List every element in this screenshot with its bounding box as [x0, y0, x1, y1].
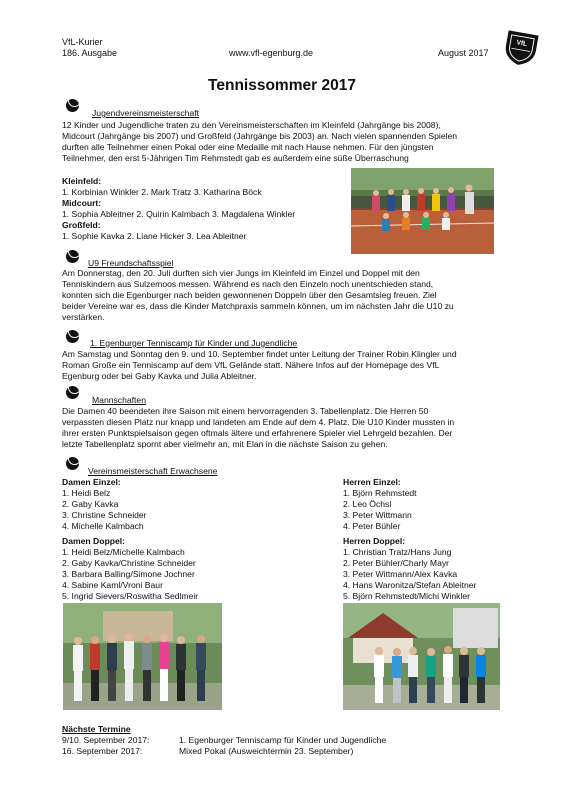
damen-einzel-list [62, 477, 147, 532]
text-line: Egenburg oder bei Gaby Kavka und Julia Ableitner. [62, 370, 257, 381]
list-item: 3. Barbara Balling/Simone Jochner [62, 568, 195, 579]
youth-results [62, 176, 295, 241]
section-heading-u9: U9 Freundschaftsspiel [88, 258, 174, 268]
herren-doppel-list [343, 536, 476, 601]
text-line: 12 Kinder und Jugendliche traten zu den Vereinsmeisterschaften im Kleinfeld (Jahrgänge bis 2008), [62, 120, 441, 130]
list-item: 2. Gaby Kavka/Christine Schneider [62, 557, 196, 568]
termine-event: 1. Egenburger Tenniscamp für Kinder und Jugendliche [179, 735, 387, 745]
termine-heading: Nächste Termine [62, 724, 131, 734]
text-line: Die Damen 40 beendeten ihre Saison mit einem hervorragenden 3. Tabellenplatz. Die Herren 50 [62, 406, 429, 416]
list-item: 1. Heidi Belz [62, 487, 111, 498]
section-text-u9 [62, 268, 502, 323]
text-line: konnten sich die Egenburger nach beiden gewonnenen Doppeln über den Gesamtsieg freuen. Ziel [62, 289, 437, 300]
list-item: 3. Christine Schneider [62, 509, 147, 520]
list-item: 3. Peter Wittmann/Alex Kavka [343, 568, 458, 579]
herren-group-photo [343, 603, 500, 710]
damen-doppel-list [62, 536, 198, 601]
section-heading-youth: Jugendvereinsmeisterschaft [92, 108, 199, 118]
list-heading: Damen Einzel: [62, 477, 121, 487]
termine-date: 16. September 2017: [62, 746, 143, 756]
list-item: 4. Hans Waronitza/Stefan Ableitner [343, 579, 477, 590]
list-item: 2. Gaby Kavka [62, 498, 119, 509]
list-item: 1. Christian Tratz/Hans Jung [343, 546, 452, 557]
section-text-teams [62, 406, 502, 450]
text-line: Am Samstag und Sonntag den 9. und 10. September findet unter Leitung der Trainer Robin Klingler und [62, 349, 457, 359]
youth-group-photo [351, 168, 494, 254]
svg-text:VfL: VfL [515, 39, 528, 49]
result-label-midcourt: Midcourt: [62, 197, 102, 208]
list-item: 1. Heidi Belz/Michelle Kalmbach [62, 546, 185, 557]
tennis-ball-icon [66, 330, 79, 343]
text-line: Midcourt (Jahrgänge bis 2007) und Großfeld (Jahrgänge bis 2003) an. Nach vielen spannenden Spielen [62, 130, 458, 141]
list-item: 1. Björn Rehmstedt [343, 487, 417, 498]
termine-date: 9/10. September 2017: [62, 735, 150, 745]
list-item: 4. Sabine Kaml/Vroni Baur [62, 579, 163, 590]
text-line: letzte Tabellenplatz spornt aber vielmehr an, mit Elan in die nächste Saison zu gehen. [62, 438, 388, 449]
list-heading: Herren Doppel: [343, 536, 406, 546]
publication-name: VfL-Kurier [62, 37, 103, 47]
result-label-kleinfeld: Kleinfeld: [62, 176, 102, 186]
list-item: 4. Peter Bühler [343, 520, 401, 531]
list-item: 2. Peter Bühler/Charly Mayr [343, 557, 450, 568]
club-logo [502, 29, 540, 67]
issue-date: August 2017 [438, 48, 489, 58]
text-line: Teilnehmer, den erst 5-Jährigen Tim Rehmstedt gab es außerdem eine süße Überraschung [62, 152, 409, 163]
tennis-ball-icon [66, 99, 79, 112]
list-item: 3. Peter Wittmann [343, 509, 412, 520]
tennis-ball-icon [66, 457, 79, 470]
text-line: Am Donnerstag, den 20. Juli durften sich vier Jungs im Kleinfeld im Einzel und Doppel mit den [62, 268, 420, 278]
section-heading-camp: 1. Egenburger Tenniscamp für Kinder und Jugendliche [90, 338, 298, 348]
herren-einzel-list [343, 477, 417, 532]
page-title: Tennissommer 2017 [208, 77, 356, 94]
text-line: Tenniskindern aus Sulzemoos messen. Während es nach den Einzeln noch unentschieden stand, [62, 278, 434, 289]
section-text-youth [62, 120, 502, 164]
result-line-midcourt: 1. Sophia Ableitner 2. Quirin Kalmbach 3. Magdalena Winkler [62, 208, 296, 219]
section-heading-teams: Mannschaften [92, 395, 146, 405]
text-line: beider Vereine war es, dass die Kinder Matchpraxis sammeln können, um im nächsten Jahr die U10 zu [62, 300, 454, 311]
result-line-kleinfeld: 1. Korbinian Winkler 2. Mark Tratz 3. Katharina Böck [62, 186, 262, 197]
text-line: verpassten diesen Platz nur knapp und landeten am Ende auf dem 4. Platz. Die U10 Kinder mussten in [62, 416, 455, 427]
issue-number: 186. Ausgabe [62, 48, 118, 58]
damen-group-photo [63, 603, 222, 710]
list-item: 5. Ingrid Sievers/Roswitha Sedlmeir [62, 590, 199, 601]
text-line: Roman Große ein Tenniscamp auf dem VfL Gelände statt. Nähere Infos auf der Homepage des VfL [62, 359, 440, 370]
tennis-ball-icon [66, 386, 79, 399]
result-label-grossfeld: Großfeld: [62, 219, 101, 230]
result-line-grossfeld: 1. Sophie Kavka 2. Liane Hicker 3. Lea Ableitner [62, 230, 247, 241]
list-item: 4. Michelle Kalmbach [62, 520, 144, 531]
text-line: ihrer ersten Punktspielsaison gegen oftmals ältere und erfahrenere Spieler viel Lehrgeld bezahlen. Der [62, 427, 453, 438]
text-line: verstärken. [62, 311, 105, 322]
section-heading-adults: Vereinsmeisterschaft Erwachsene [88, 466, 218, 476]
tennis-ball-icon [66, 250, 79, 263]
termine-event: Mixed Pokal (Ausweichtermin 23. September) [179, 746, 354, 756]
list-item: 5. Björn Rehmstedt/Michi Winkler [343, 590, 471, 601]
section-text-camp [62, 349, 502, 382]
list-heading: Herren Einzel: [343, 477, 401, 487]
list-item: 2. Leo Öchsl [343, 498, 392, 509]
list-heading: Damen Doppel: [62, 536, 126, 546]
website-link[interactable]: www.vfl-egenburg.de [229, 48, 314, 58]
text-line: durften alle Teilnehmer einen Pokal oder eine Medaille mit nach Hause nehmen. Für den jüngsten [62, 141, 434, 152]
